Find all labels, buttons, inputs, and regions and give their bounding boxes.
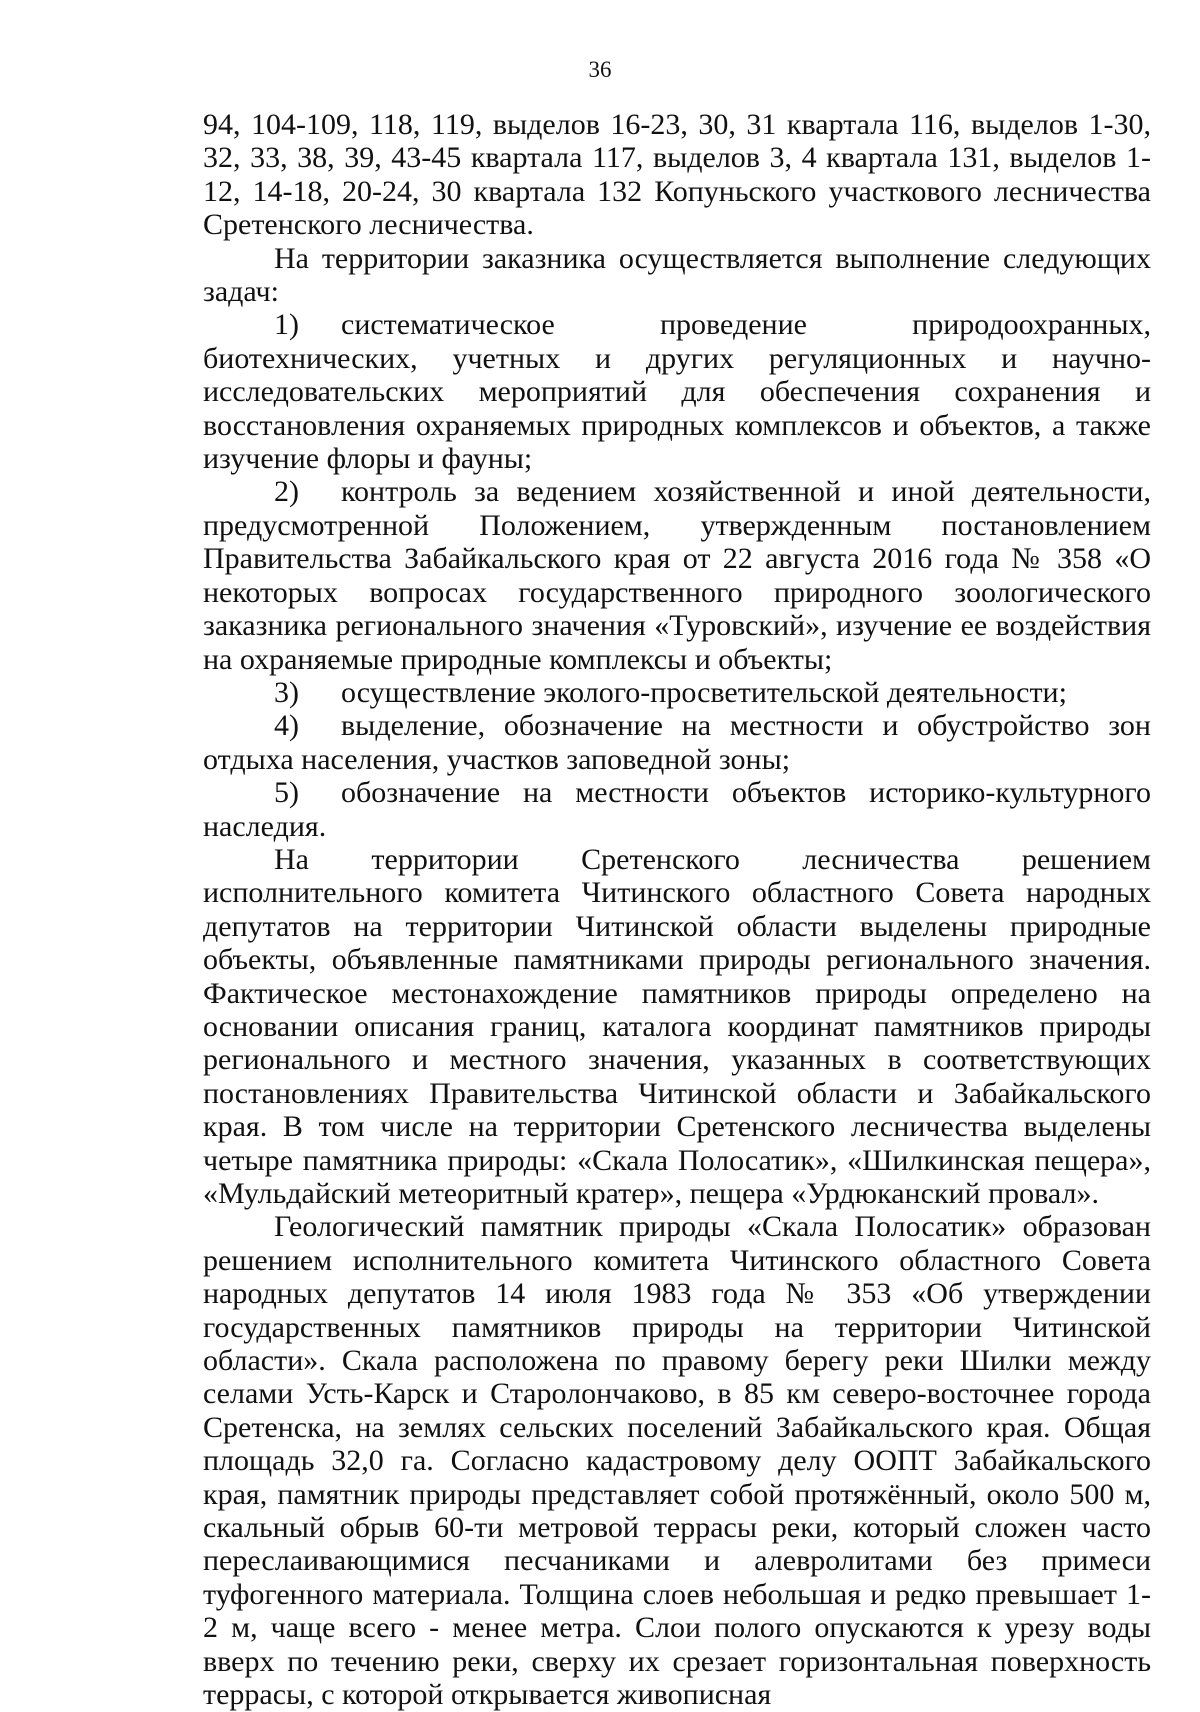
list-item-text: систематическое проведение природоохранных, биотехнических, учетных и других регуляционных и научно-исследовательских мероприятий для обеспечения сохранения и восстановления охраняемых природных комплексов и объектов, а также изучение флоры и фауны; bbox=[203, 308, 1151, 476]
paragraph-tasks-intro: На территории заказника осуществляется выполнение следующих задач: bbox=[203, 241, 1151, 309]
list-item-text: выделение, обозначение на местности и обустройство зон отдыха населения, участков заповедной зоны; bbox=[203, 709, 1151, 776]
list-item-number: 4) bbox=[274, 709, 299, 743]
document-body bbox=[203, 108, 1151, 1712]
paragraph-continuation: 94, 104-109, 118, 119, выделов 16-23, 30, 31 квартала 116, выделов 1-30, 32, 33, 38, 39, 43-45 квартала 117, выделов 3, 4 квартала 131, выделов 1-12, 14-18, 20-24, 30 квартала 132 Копуньского участкового лесничества Сретенского лесничества. bbox=[203, 108, 1151, 242]
list-item-number: 5) bbox=[274, 776, 299, 810]
list-item-text: осуществление эколого-просветительской деятельности; bbox=[341, 675, 1067, 709]
list-item-2 bbox=[203, 475, 1151, 675]
paragraph-skala-polosatik: Геологический памятник природы «Скала Полосатик» образован решением исполнительного комитета Читинского областного Совета народных депутатов 14 июля 1983 года № 353 «Об утверждении государственных памятников природы на территории Читинской области». Скала расположена по правому берегу реки Шилки между селами Усть-Карск и Старолончаково, в 85 км северо-восточнее города Сретенска, на землях сельских поселений Забайкальского края. Общая площадь 32,0 га. Согласно кадастровому делу ООПТ Забайкальского края, памятник природы представляет собой протяжённый, около 500 м, скальный обрыв 60-ти метровой террасы реки, который сложен часто переслаивающимися песчаниками и алевролитами без примеси туфогенного материала. Толщина слоев небольшая и редко превышает 1-2 м, чаще всего - менее метра. Слои полого опускаются к урезу воды вверх по течению реки, сверху их срезает горизонтальная поверхность террасы, с которой открывается живописная bbox=[203, 1210, 1151, 1712]
list-item-number: 3) bbox=[274, 675, 299, 709]
page-number: 36 bbox=[588, 57, 612, 82]
list-item-number: 2) bbox=[274, 475, 299, 509]
list-item-text: обозначение на местности объектов историко-культурного наследия. bbox=[203, 776, 1151, 843]
list-item-3 bbox=[203, 676, 1151, 709]
list-item-1 bbox=[203, 308, 1151, 475]
list-item-4 bbox=[203, 709, 1151, 776]
list-item-5 bbox=[203, 776, 1151, 843]
paragraph-natural-monuments: На территории Сретенского лесничества решением исполнительного комитета Читинского областного Совета народных депутатов на территории Читинской области выделены природные объекты, объявленные памятниками природы регионального значения. Фактическое местонахождение памятников природы определено на основании описания границ, каталога координат памятников природы регионального и местного значения, указанных в соответствующих постановлениях Правительства Читинской области и Забайкальского края. В том числе на территории Сретенского лесничества выделены четыре памятника природы: «Скала Полосатик», «Шилкинская пещера», «Мульдайский метеоритный кратер», пещера «Урдюканский провал». bbox=[203, 842, 1151, 1210]
list-item-number: 1) bbox=[274, 308, 299, 342]
list-item-text: контроль за ведением хозяйственной и иной деятельности, предусмотренной Положением, утвержденным постановлением Правительства Забайкальского края от 22 августа 2016 года № 358 «О некоторых вопросах государственного природного зоологического заказника регионального значения «Туровский», изучение ее воздействия на охраняемые природные комплексы и объекты; bbox=[203, 475, 1151, 676]
